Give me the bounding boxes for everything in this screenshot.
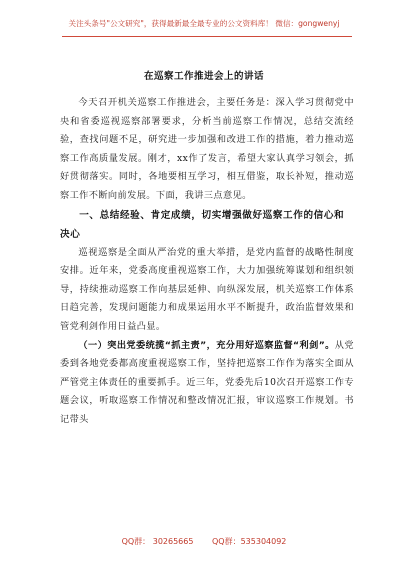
footer-qq-group-1: QQ群： 30265665 <box>121 537 194 546</box>
intro-paragraph: 今天召开机关巡察工作推进会，主要任务是：深入学习贯彻党中央和省委巡视巡察部署要求，分析当前巡察工作情况，总结交流经验，查找问题不足，研究进一步加强和改进工作的措施，着力推动巡察工作高质量发展。刚才，xx作了发言，希望大家认真学习领会，抓好贯彻落实。同时，各地要相互学习，相互借鉴，取长补短，推动巡察工作不断向前发展。下面，我讲三点意见。 <box>60 97 354 201</box>
subsection-1-text: 从党委到各地党委都高度重视巡察工作，坚持把巡察工作作为落实全面从严管党主体责任的重要抓手。近三年，党委先后10次召开巡察工作专题会议，听取巡察工作情况和整改情况汇报，审议巡察工作规划。书记带头 <box>60 339 354 425</box>
document-title: 在巡察工作推进会上的讲话 <box>143 71 264 82</box>
subsection-1-paragraph <box>60 337 354 430</box>
footer-qq-group-2: QQ群：535304092 <box>212 537 287 546</box>
header-divider <box>62 36 352 37</box>
header-banner: 关注头条号"公文研究"，获得最新最全最专业的公文资料库！ 微信：gongwenyj <box>68 19 340 28</box>
section-heading-1: 一、总结经验、肯定成绩，切实增强做好巡察工作的信心和决心 <box>60 209 345 240</box>
footer-contact <box>0 536 408 547</box>
section-1-paragraph: 巡视巡察是全面从严治党的重大举措，是党内监督的战略性制度安排。近年来，党委高度重视巡察工作，大力加强统筹谋划和组织领导，持续推动巡察工作向基层延伸、向纵深发展，机关巡察工作体系日趋完善，发现问题能力和成果运用水平不断提升，政治监督效果和管党利剑作用日益凸显。 <box>60 246 354 332</box>
subsection-1-lead: （一）突出党委统揽“抓主责”，充分用好巡察监督“利剑”。 <box>78 339 335 351</box>
document-body <box>60 94 354 430</box>
